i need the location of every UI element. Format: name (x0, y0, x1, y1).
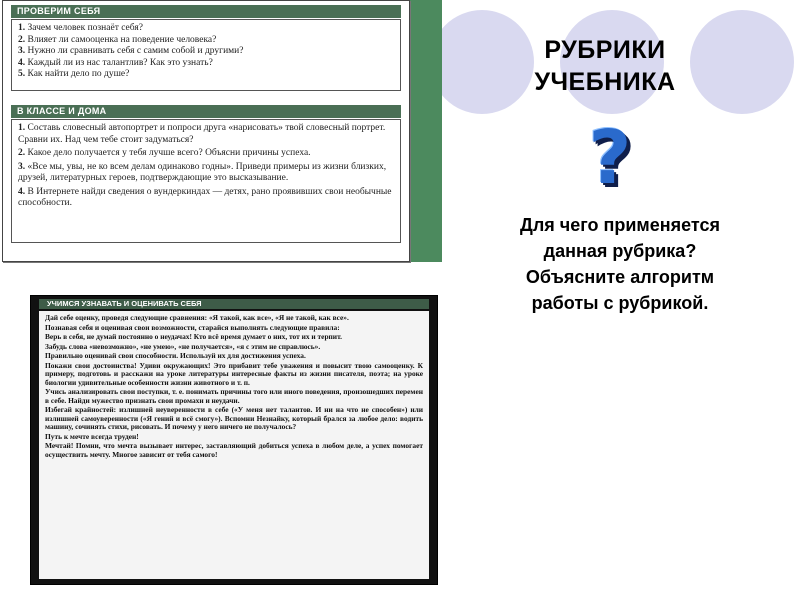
slide-title (470, 34, 740, 98)
section-header-check-yourself: ПРОВЕРИМ СЕБЯ (11, 5, 401, 18)
paragraph: Путь к мечте всегда труден! (45, 431, 139, 441)
list-item: 2. Какое дело получается у тебя лучше всего? Объясни причины успеха. (18, 148, 311, 158)
list-item: 3. «Все мы, увы, не ко всем делам одинаково годны». Приведи примеры из жизни близких, друзей, литературных героев, подтверждающие это высказывание. (18, 161, 387, 183)
section-header-in-class-and-home: В КЛАССЕ И ДОМА (11, 105, 401, 118)
paragraph: Покажи свои достоинства! Удиви окружающих! Это прибавит тебе уважения и повысит твою самооценку. К примеру, подготовь и расскажи на уроке литературы интересные факты из жизни писателя, поэта; на уроке биологии удивительные особенности жизни животного и т. п. (45, 360, 423, 387)
rules-text (39, 311, 429, 579)
paragraph: Мечтай! Помни, что мечта вызывает интерес, заставляющий добиться успеха в любом деле, а успех помогает осуществить мечту. Многое зависит от тебя самого! (45, 441, 423, 459)
question-list (18, 23, 394, 81)
questions-box (11, 19, 401, 91)
paragraph: Верь в себя, не думай постоянно о неудачах! Кто всё время думает о них, тот их и терпит. (45, 332, 342, 341)
list-item: 3. Нужно ли сравнивать себя с самим собой и другими? (18, 46, 244, 56)
paragraph: Учись анализировать свои поступки, т. е. понимать причины того или иного поведения, произошедших перемен в себе. Найди мужество признать свои промахи и неудачи. (45, 387, 423, 405)
question-line: Объясните алгоритм (525, 267, 715, 287)
list-item: 1. Зачем человек познаёт себя? (18, 23, 143, 33)
paragraph: Забудь слова «невозможно», «не умею», «не получается», «я с этим не справлюсь». (45, 341, 321, 351)
paragraph: Познавая себя и оценивая свои возможности, старайся выполнять следующие правила: (45, 322, 340, 332)
textbook-scan-top (2, 0, 410, 262)
list-item: 4. Каждый ли из нас талантлив? Как это узнать? (18, 57, 213, 68)
slide-question (460, 212, 780, 316)
title-line: УЧЕБНИКА (534, 68, 676, 96)
title-line: РУБРИКИ (544, 36, 666, 64)
tasks-box (11, 119, 401, 243)
section-header-learn-to-know-yourself: УЧИМСЯ УЗНАВАТЬ И ОЦЕНИВАТЬ СЕБЯ (39, 299, 429, 309)
paragraph: Правильно оценивай свои способности. Используй их для достижения успеха. (45, 351, 306, 360)
question-mark-icon: ? (588, 115, 632, 201)
textbook-scan-bottom (30, 295, 438, 585)
question-line: данная рубрика? (543, 241, 697, 261)
paragraph: Избегай крайностей: излишней неуверенности в себе («У меня нет талантов. И ни на что не способен») или излишней самоуверенности («Я гений и всё смогу»). Вспомни Незнайку, который брался за любое дело: водить машину, сочинять стихи, рисовать. И почему у него ничего не получалось? (45, 405, 423, 431)
list-item: 5. Как найти дело по душе? (18, 69, 130, 79)
question-line: работы с рубрикой. (531, 293, 709, 313)
green-backdrop (408, 0, 442, 262)
list-item: 4. В Интернете найди сведения о вундеркиндах — детях, рано проявивших свои необычные способности. (18, 186, 392, 208)
task-list (18, 123, 394, 210)
list-item: 1. Составь словесный автопортрет и попроси друга «нарисовать» твой словесный портрет. Сравни их. Над чем тебе стоит задуматься? (18, 123, 386, 145)
question-line: Для чего применяется (520, 215, 720, 235)
list-item: 2. Влияет ли самооценка на поведение человека? (18, 34, 217, 45)
paragraph: Дай себе оценку, проведя следующие сравнения: «Я такой, как все», «Я не такой, как все». (45, 313, 349, 322)
